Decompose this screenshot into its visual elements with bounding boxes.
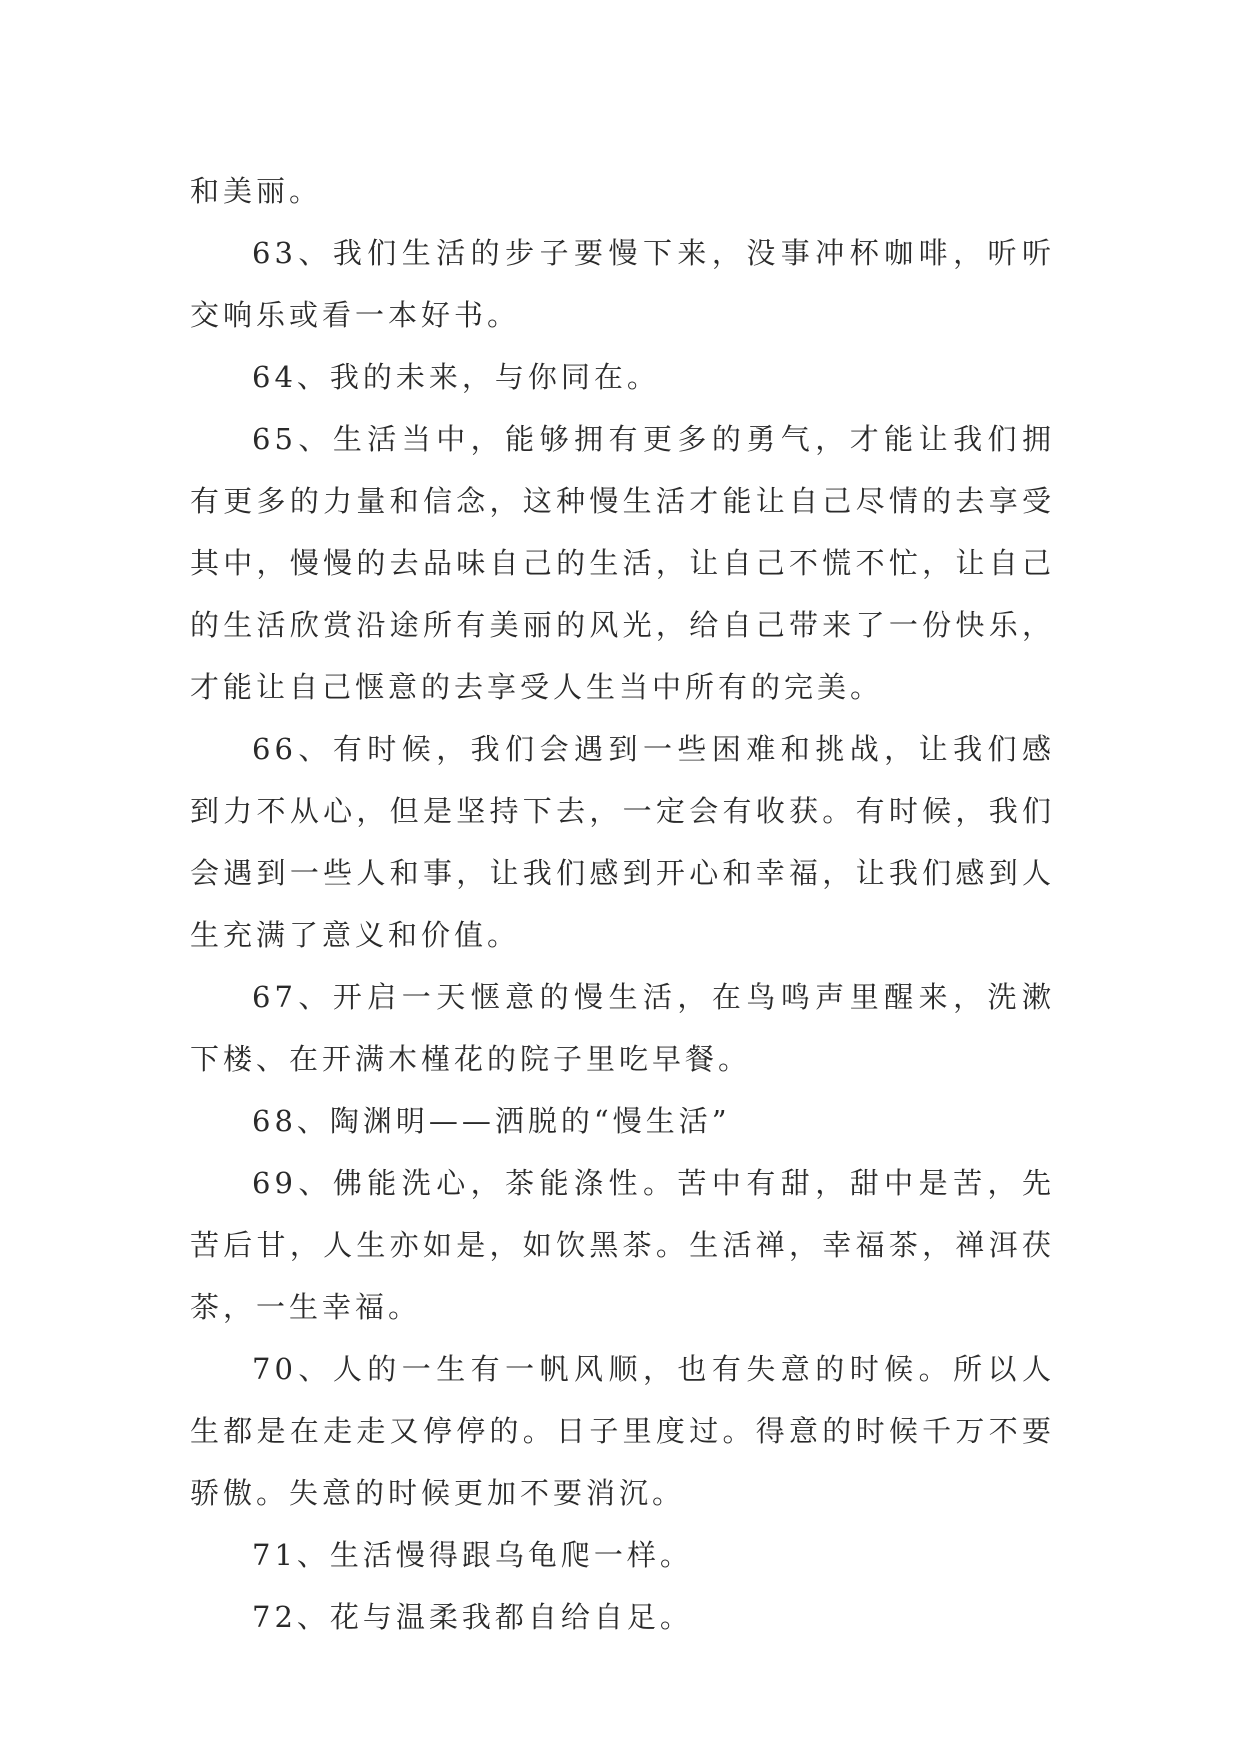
document-body [190, 160, 1055, 1648]
paragraph-continuation: 和美丽。 [190, 174, 323, 208]
paragraph-64: 64、我的未来，与你同在。 [252, 360, 660, 394]
paragraph-69: 69、佛能洗心，茶能涤性。苦中有甜，甜中是苦，先苦后甘，人生亦如是，如饮黑茶。生活禅，幸福茶，禅洱茯茶，一生幸福。 [190, 1166, 1055, 1324]
paragraph-72: 72、花与温柔我都自给自足。 [252, 1600, 693, 1634]
paragraph-66: 66、有时候，我们会遇到一些困难和挑战，让我们感到力不从心，但是坚持下去，一定会有收获。有时候，我们会遇到一些人和事，让我们感到开心和幸福，让我们感到人生充满了意义和价值。 [190, 732, 1055, 952]
paragraph-68: 68、陶渊明——洒脱的“慢生活” [252, 1104, 731, 1138]
paragraph-71: 71、生活慢得跟乌龟爬一样。 [252, 1538, 693, 1572]
paragraph-70: 70、人的一生有一帆风顺，也有失意的时候。所以人生都是在走走又停停的。日子里度过。得意的时候千万不要骄傲。失意的时候更加不要消沉。 [190, 1352, 1055, 1510]
paragraph-67: 67、开启一天惬意的慢生活，在鸟鸣声里醒来，洗漱下楼、在开满木槿花的院子里吃早餐。 [190, 980, 1055, 1076]
paragraph-63: 63、我们生活的步子要慢下来，没事冲杯咖啡，听听交响乐或看一本好书。 [190, 236, 1055, 332]
paragraph-65: 65、生活当中，能够拥有更多的勇气，才能让我们拥有更多的力量和信念，这种慢生活才能让自己尽情的去享受其中，慢慢的去品味自己的生活，让自己不慌不忙，让自己的生活欣赏沿途所有美丽的风光，给自己带来了一份快乐，才能让自己惬意的去享受人生当中所有的完美。 [190, 422, 1055, 704]
